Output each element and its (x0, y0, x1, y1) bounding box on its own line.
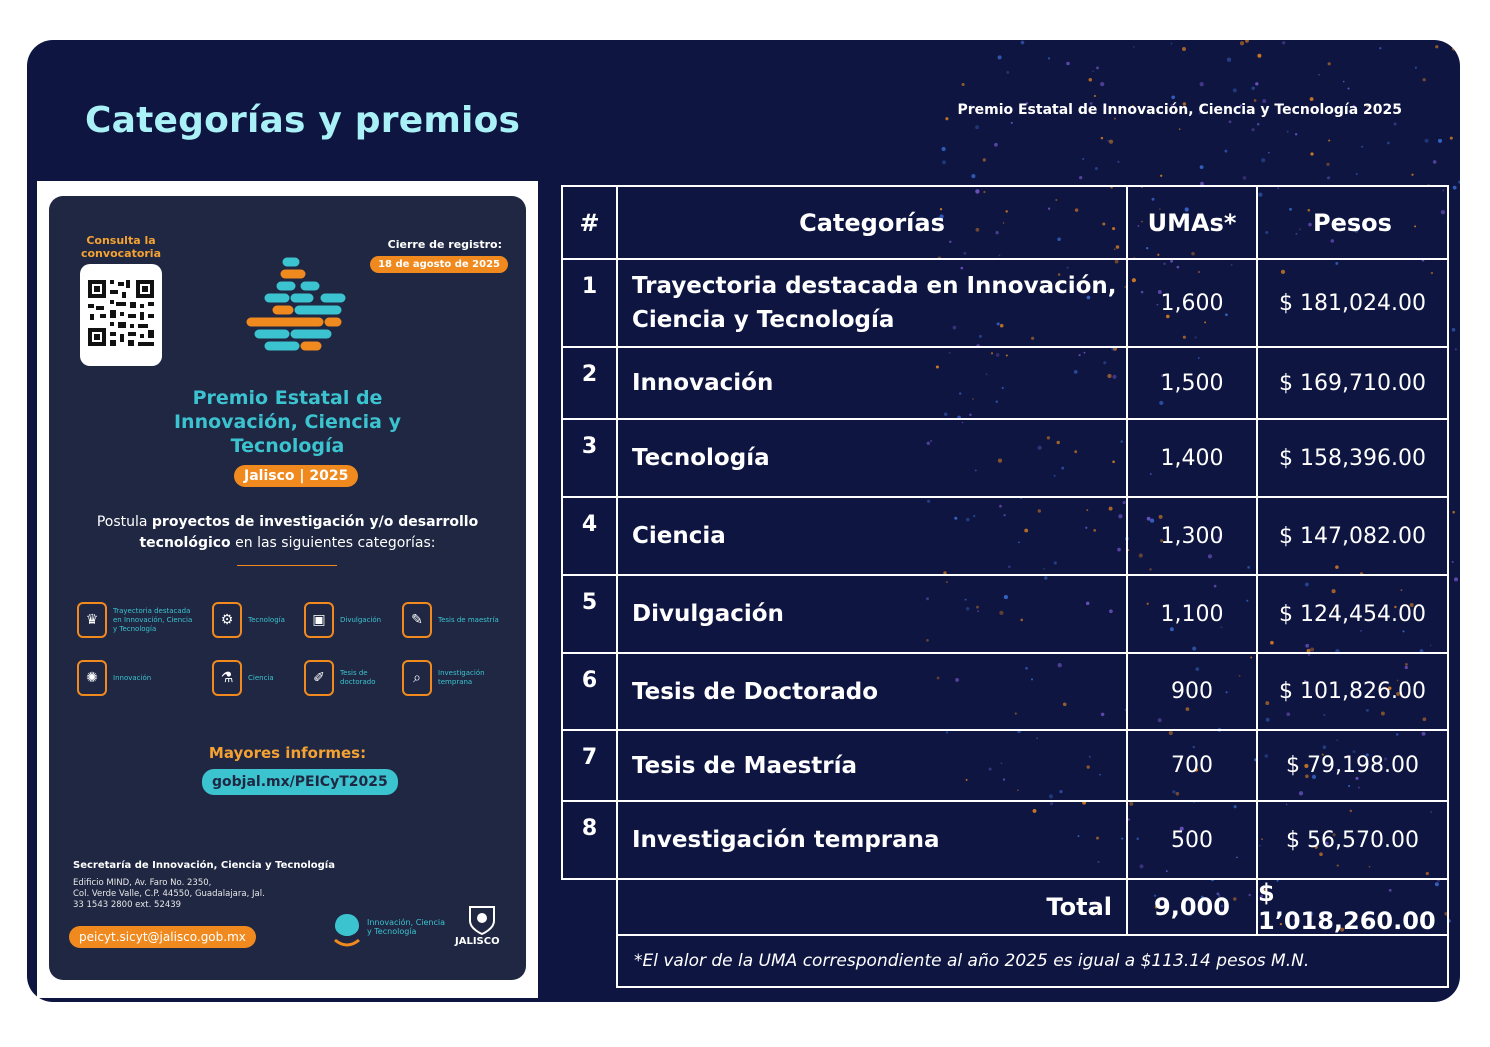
decor-dot (962, 83, 965, 86)
table-cell-category: Innovación (616, 346, 1128, 420)
decor-dot (1452, 47, 1456, 51)
decor-dot (1251, 86, 1254, 89)
poster-postula (49, 512, 526, 554)
table-header-umas: UMAs* (1126, 185, 1258, 260)
address-line: Edificio MIND, Av. Faro No. 2350, (73, 878, 212, 888)
table-cell-pesos: $ 181,024.00 (1256, 258, 1449, 348)
decor-dot (971, 174, 975, 178)
decor-dot (1261, 158, 1265, 162)
poster-address (73, 878, 265, 911)
decor-dot (1287, 131, 1289, 133)
postula-text-3: en las siguientes categorías: (235, 535, 436, 551)
poster-category-label: Divulgación (340, 615, 382, 624)
presentation-icon: ▣ (304, 602, 334, 638)
table-cell-umas: 1,300 (1126, 496, 1258, 576)
poster-mayores: Mayores informes: (208, 744, 367, 762)
table-cell-umas: 1,400 (1126, 418, 1258, 498)
gear-icon: ✺ (77, 660, 107, 696)
table-cell-num: 8 (561, 800, 618, 880)
qr-code-icon (80, 264, 162, 366)
decor-dot (1096, 66, 1099, 69)
decor-dot (1224, 150, 1227, 153)
poster-email: peicyt.sicyt@jalisco.gob.mx (69, 926, 256, 948)
premio-logo-icon (245, 254, 355, 368)
table-cell-num: 2 (561, 346, 618, 420)
decor-dot (1394, 123, 1397, 126)
decor-dot (1182, 47, 1186, 51)
decor-dot (1454, 577, 1458, 581)
table-header-categoria: Categorías (616, 185, 1128, 260)
poster-category-item (304, 602, 390, 638)
decor-dot (1328, 62, 1331, 65)
decor-dot (1092, 70, 1094, 72)
decor-dot (1229, 120, 1232, 123)
table-cell-category: Investigación temprana (616, 800, 1128, 880)
decor-dot (1415, 67, 1417, 69)
table-cell-category: Tesis de Maestría (616, 729, 1128, 802)
decor-dot (1257, 54, 1261, 58)
decor-dot (1435, 45, 1438, 48)
poster-image (49, 196, 526, 980)
postula-text-2: proyectos de investigación y/o desarrollo tecnológico (139, 514, 479, 551)
decor-dot (1101, 137, 1103, 139)
decor-dot (1452, 328, 1456, 332)
decor-dot (1021, 41, 1025, 45)
decor-dot (1227, 58, 1231, 62)
decor-dot (1255, 82, 1258, 85)
document-icon: ✎ (402, 602, 432, 638)
decor-dot (1318, 74, 1320, 76)
table-cell-num: 3 (561, 418, 618, 498)
decor-dot (1245, 40, 1249, 43)
table-cell-umas: 1,600 (1126, 258, 1258, 348)
table-cell-umas: 500 (1126, 800, 1258, 880)
table-cell-pesos: $ 169,710.00 (1256, 346, 1449, 420)
table-cell-num: 7 (561, 729, 618, 802)
decor-dot (1200, 82, 1204, 86)
decor-dot (998, 55, 1002, 59)
table-cell-pesos: $ 158,396.00 (1256, 418, 1449, 498)
decor-dot (1453, 186, 1457, 190)
poster-category-label: Tesis de maestría (438, 615, 499, 624)
decor-dot (1100, 82, 1104, 86)
decor-dot (1094, 95, 1096, 97)
decor-dot (1170, 43, 1172, 45)
poster-category-label: Tecnología (248, 615, 285, 624)
decor-dot (1433, 160, 1437, 164)
table-cell-category: Tecnología (616, 418, 1128, 498)
table-total-pesos: $ 1’018,260.00 (1256, 878, 1449, 936)
decor-dot (1133, 46, 1135, 48)
decor-dot (1268, 152, 1270, 154)
decor-dot (1295, 133, 1297, 135)
poster-category-label: Investigación temprana (438, 669, 485, 686)
table-cell-pesos: $ 56,570.00 (1256, 800, 1449, 880)
poster-category-item (77, 602, 193, 638)
decor-dot (1160, 175, 1162, 177)
decor-dot (1243, 176, 1247, 180)
address-line: Col. Verde Valle, C.P. 44550, Guadalajara, Jal. (73, 889, 265, 899)
microscope-icon: ⚗ (212, 660, 242, 696)
decor-dot (1356, 173, 1358, 175)
decor-dot (1282, 41, 1285, 44)
decor-dot (1179, 128, 1181, 130)
decor-dot (1387, 142, 1390, 145)
decor-dot (1450, 137, 1453, 140)
poster-cierre-label: Cierre de registro: (387, 238, 502, 251)
poster-category-item (402, 602, 508, 638)
trophy-icon: ♛ (77, 602, 107, 638)
poster-jalisco: JALISCO (455, 936, 500, 947)
table-cell-category: Tesis de Doctorado (616, 652, 1128, 731)
decor-dot (1327, 176, 1330, 179)
table-cell-umas: 700 (1126, 729, 1258, 802)
table-cell-num: 1 (561, 258, 618, 348)
decor-dot (1328, 139, 1330, 141)
decor-dot (975, 125, 979, 129)
thesis-icon: ✐ (304, 660, 334, 696)
decor-dot (994, 143, 998, 147)
decor-dot (1422, 78, 1425, 81)
sicyt-logo-text: Innovación, Ciencia y Tecnología (367, 918, 446, 936)
decor-dot (1233, 88, 1237, 92)
decor-dot (1107, 140, 1109, 142)
poster-title: Premio Estatal de Innovación, Ciencia y Tecnología (173, 387, 402, 457)
decor-dot (1082, 158, 1084, 160)
decor-dot (1048, 57, 1050, 59)
decor-dot (1117, 161, 1119, 163)
poster-consulta: Consulta la convocatoria (80, 234, 161, 260)
poster-category-item (77, 660, 193, 696)
table-cell-num: 6 (561, 652, 618, 731)
table-header-num: # (561, 185, 618, 260)
decor-dot (1257, 123, 1259, 125)
table-cell-umas: 1,500 (1126, 346, 1258, 420)
decor-dot (945, 117, 948, 120)
decor-dot (1095, 167, 1098, 170)
jalisco-shield-icon (467, 904, 497, 940)
table-cell-umas: 1,100 (1126, 574, 1258, 654)
poster-divider (237, 565, 337, 566)
decor-dot (1455, 348, 1457, 350)
poster-cierre-date: 18 de agosto de 2025 (370, 256, 508, 273)
table-cell-pesos: $ 124,454.00 (1256, 574, 1449, 654)
decor-dot (1251, 128, 1254, 131)
address-line: 33 1543 2800 ext. 52439 (73, 900, 182, 910)
table-total-label: Total (616, 878, 1128, 936)
table-cell-pesos: $ 79,198.00 (1256, 729, 1449, 802)
table-cell-num: 5 (561, 574, 618, 654)
decor-dot (1458, 181, 1460, 184)
poster-category-item (212, 660, 298, 696)
table-cell-pesos: $ 147,082.00 (1256, 496, 1449, 576)
decor-dot (1200, 165, 1204, 169)
poster-category-label: Innovación (113, 673, 152, 682)
decor-dot (1452, 511, 1455, 514)
table-cell-category: Trayectoria destacada en Innovación, Ciencia y Tecnología (616, 258, 1128, 348)
page-title: Categorías y premios (85, 100, 521, 141)
decor-dot (1240, 41, 1244, 45)
decor-dot (1310, 97, 1314, 101)
decor-dot (1066, 62, 1070, 66)
decor-dot (1109, 140, 1113, 144)
decor-dot (1089, 78, 1093, 82)
decor-dot (1326, 163, 1329, 166)
table-footnote: *El valor de la UMA correspondiente al año 2025 es igual a $113.14 pesos M.N. (616, 934, 1449, 988)
poster-category-item (212, 602, 298, 638)
poster-badge: Jalisco | 2025 (234, 465, 358, 487)
postula-text-1: Postula (96, 514, 148, 530)
table-cell-pesos: $ 101,826.00 (1256, 652, 1449, 731)
decor-dot (1424, 139, 1428, 143)
sicyt-logo-icon (331, 910, 363, 954)
decor-dot (983, 158, 986, 161)
decor-dot (1006, 71, 1009, 74)
decor-dot (1411, 174, 1413, 176)
decor-dot (1452, 561, 1454, 563)
table-cell-category: Ciencia (616, 496, 1128, 576)
poster-category-label: Tesis de doctorado (340, 669, 376, 686)
decor-dot (1347, 87, 1349, 89)
poster-category-label: Ciencia (248, 673, 274, 682)
decor-dot (1379, 47, 1381, 49)
table-total-umas: 9,000 (1126, 878, 1258, 936)
table-header-pesos: Pesos (1256, 185, 1449, 260)
decor-dot (1011, 122, 1013, 124)
poster-secretaria: Secretaría de Innovación, Ciencia y Tecnología (73, 860, 335, 871)
decor-dot (1361, 146, 1363, 148)
table-cell-num: 4 (561, 496, 618, 576)
table-cell-umas: 900 (1126, 652, 1258, 731)
decor-dot (1079, 176, 1082, 179)
robot-icon: ⚙ (212, 602, 242, 638)
poster-url: gobjal.mx/PEICyT2025 (202, 769, 398, 795)
table-cell-category: Divulgación (616, 574, 1128, 654)
decor-dot (1310, 152, 1313, 155)
poster-category-label: Trayectoria destacada en Innovación, Ciencia y Tecnología (113, 606, 193, 633)
decor-dot (942, 160, 946, 164)
decor-dot (1343, 81, 1345, 83)
poster-category-item (304, 660, 385, 696)
decor-dot (1438, 139, 1442, 143)
poster-category-item (402, 660, 498, 696)
page-subtitle: Premio Estatal de Innovación, Ciencia y Tecnología 2025 (957, 102, 1402, 118)
decor-dot (941, 147, 945, 151)
magnifier-icon: ⌕ (402, 660, 432, 696)
decor-dot (1171, 96, 1175, 100)
